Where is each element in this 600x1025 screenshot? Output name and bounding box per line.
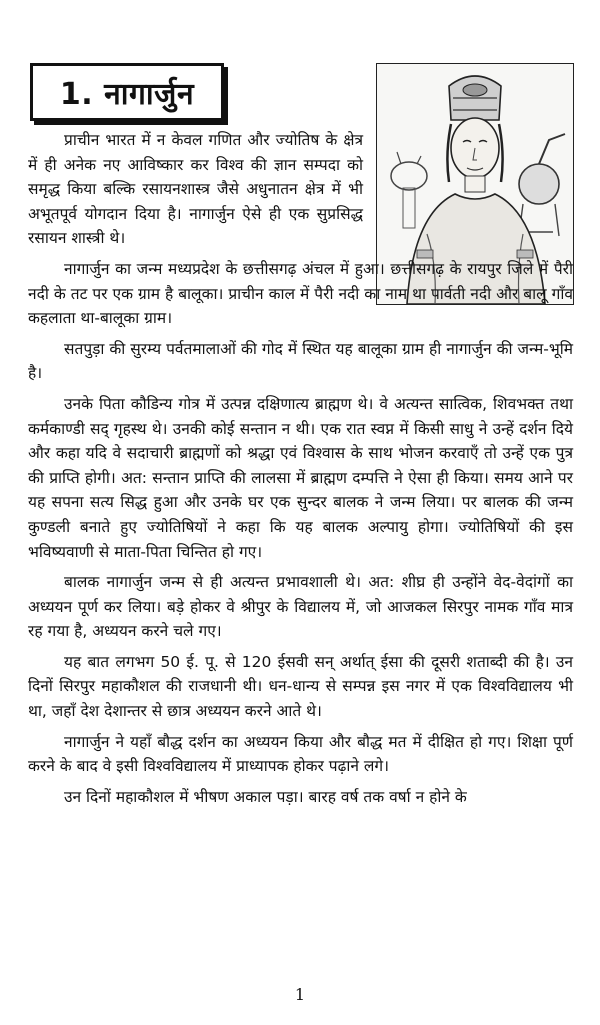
paragraph-famine: उन दिनों महाकौशल में भीषण अकाल पड़ा। बारह वर्ष तक वर्षा न होने के [64,787,467,806]
paragraph-buddhism: नागार्जुन ने यहाँ बौद्ध दर्शन का अध्ययन किया और बौद्ध मत में दीक्षित हो गए। शिक्षा पूर्ण करने के बाद वे इसी विश्वविद्यालय में प्राध्यापक होकर पढ़ाने लगे। [28,732,573,776]
paragraph-birth: नागार्जुन का जन्म मध्यप्रदेश के छत्तीसगढ़ अंचल में हुआ। छत्तीसगढ़ के रायपुर जिले में पैरी नदी के तट पर एक ग्राम है बालूका। प्राचीन काल में पैरी नदी का नाम था पार्वती नदी और बालू गाँव कहलाता था-बालूका ग्राम। [28,259,573,328]
chapter-body [28,128,573,815]
paragraph-education: बालक नागार्जुन जन्म से ही अत्यन्त प्रभावशाली थे। अत: शीघ्र ही उन्होंने वेद-वेदांगों का अध्ययन पूर्ण कर लिया। बड़े होकर वे श्रीपुर के विद्यालय में, जो आजकल सिरपुर नामक गाँव मात्र रह गया है, अध्ययन करने चले गए। [28,573,573,641]
chapter-title-box [30,63,224,121]
paragraph-birthplace: सतपुड़ा की सुरम्य पर्वतमालाओं की गोद में स्थित यह बालूका ग्राम ही नागार्जुन की जन्म-भूमि है। [28,339,573,383]
paragraph-era: यह बात लगभग 50 ई. पू. से 120 ईसवी सन् अर्थात् ईसा की दूसरी शताब्दी की है। उन दिनों सिरपुर महाकौशल की राजधानी थी। धन-धान्य से सम्पन्न इस नगर में एक विश्वविद्यालय भी था, जहाँ देश देशान्तर से छात्र अध्ययन करने आते थे। [28,652,573,721]
paragraph-intro: प्राचीन भारत में न केवल गणित और ज्योतिष के क्षेत्र में ही अनेक नए आविष्कार कर विश्व की ज्ञान सम्पदा को समृद्ध किया बल्कि रसायनशास्त्र जैसे अधुनातन क्षेत्र में भी अभूतपूर्व योगदान दिया है। नागार्जुन ऐसे ही एक सुप्रसिद्ध रसायन शास्त्री थे। [28,131,363,248]
paragraph-parents: उनके पिता कौडिन्य गोत्र में उत्पन्न दक्षिणात्य ब्राह्मण थे। वे अत्यन्त सात्विक, शिवभक्त तथा कर्मकाण्डी सद् गृहस्थ थे। उनकी कोई सन्तान न थी। एक रात स्वप्न में किसी साधु ने उन्हें दर्शन दिये और कहा यदि वे सदाचारी ब्राह्मणों को श्रद्धा एवं विश्वास के साथ भोजन करवाएँ तो उन्हें एक पुत्र की प्राप्ति होगी। अत: सन्तान प्राप्ति की लालसा में ब्राह्मण दम्पत्ति ने ऐसा ही किया। समय आने पर यह सपना सत्य सिद्ध हुआ और उनके घर एक सुन्दर बालक ने जन्म लिया। पर बालक की जन्म कुण्डली बनाते हुए ज्योतिषियों ने कहा कि यह बालक अल्पायु होगा। ज्योतिषियों की इस भविष्यवाणी से माता-पिता चिन्तित हो गए। [28,394,573,561]
chapter-title: 1. नागार्जुन [59,76,195,112]
page-number: 1 [294,985,306,1004]
